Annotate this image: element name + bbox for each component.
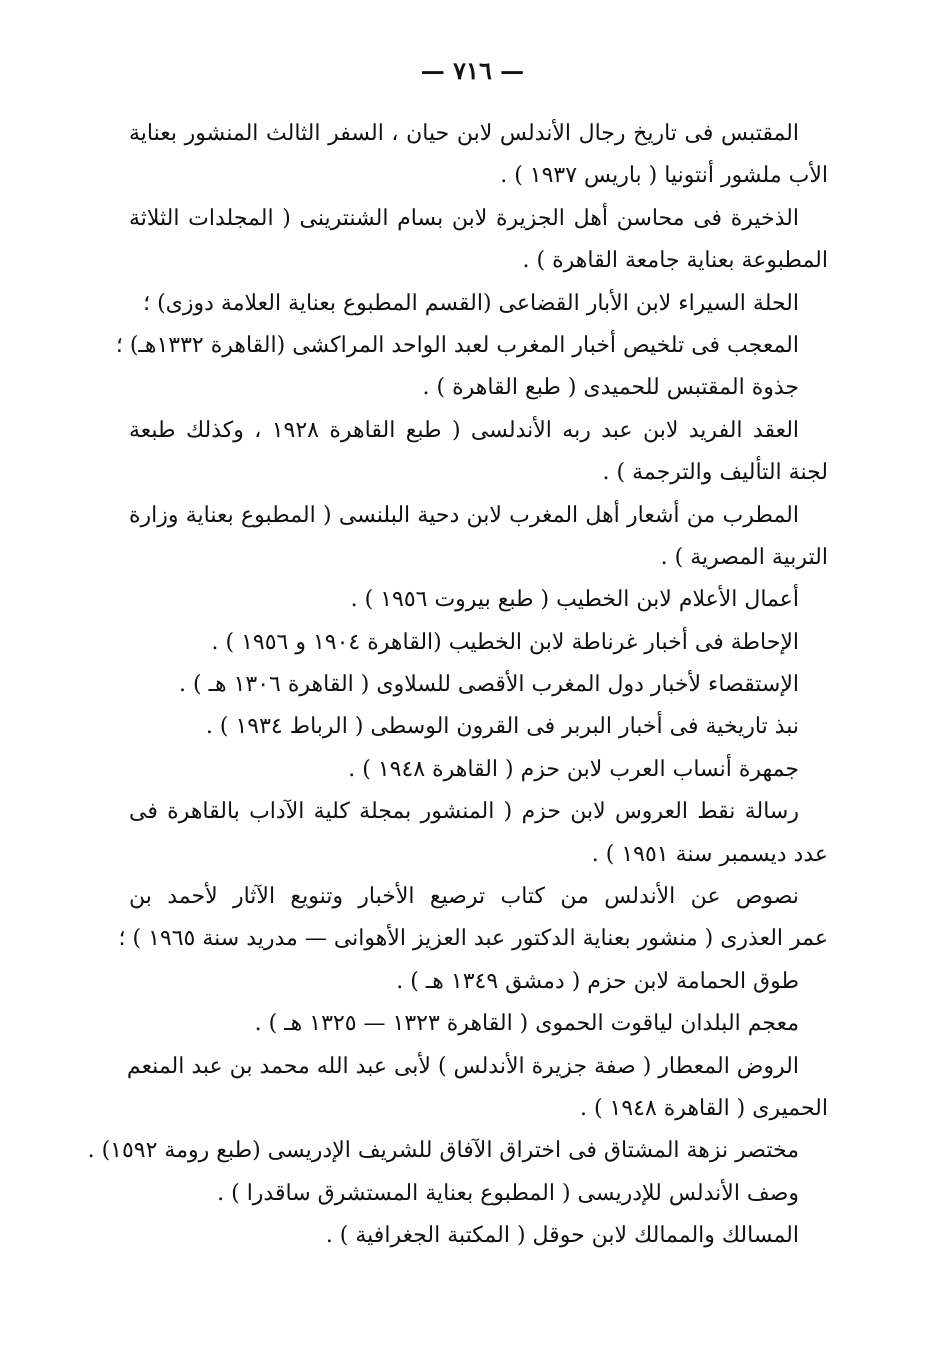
text-line: العقد الفريد لابن عبد ربه الأندلسى ( طبع القاهرة ١٩٢٨ ، وكذلك طبعة [129, 417, 800, 443]
text-line: مختصر نزهة المشتاق فى اختراق الآفاق للشريف الإدريسى (طبع رومة ١٥٩٢) . [87, 1138, 799, 1164]
text-line: نبذ تاريخية فى أخبار البربر فى القرون الوسطى ( الرباط ١٩٣٤ ) . [205, 714, 799, 740]
text-line: عدد ديسمبر سنة ١٩٥١ ) . [591, 841, 828, 867]
text-line: أعمال الأعلام لابن الخطيب ( طبع بيروت ١٩٥٦ ) . [350, 587, 799, 613]
text-line: الروض المعطار ( صفة جزيرة الأندلس ) لأبى عبد الله محمد بن عبد المنعم [126, 1053, 799, 1079]
text-line: الحلة السيراء لابن الأبار القضاعى (القسم المطبوع بعناية العلامة دوزى) ؛ [143, 290, 799, 316]
text-line: التربية المصرية ) . [660, 544, 828, 570]
text-line: المطرب من أشعار أهل المغرب لابن دحية البلنسى ( المطبوع بعناية وزارة [129, 502, 799, 528]
text-line: المعجب فى تلخيص أخبار المغرب لعبد الواحد المراكشى (القاهرة ١٣٣٢هـ) ؛ [115, 332, 799, 358]
text-line: الإستقصاء لأخبار دول المغرب الأقصى للسلاوى ( القاهرة ١٣٠٦ هـ ) . [179, 672, 799, 698]
text-line: نصوص عن الأندلس من كتاب ترصيع الأخبار وتنويع الآثار لأحمد بن [129, 884, 799, 910]
text-line: المقتبس فى تاريخ رجال الأندلس لابن حيان ، السفر الثالث المنشور بعناية [129, 121, 799, 146]
text-line: وصف الأندلس للإدريسى ( المطبوع بعناية المستشرق ساقدرا ) . [217, 1180, 799, 1206]
text-line: عمر العذرى ( منشور بعناية الدكتور عبد العزيز الأهوانى — مدريد سنة ١٩٦٥ ) ؛ [118, 926, 828, 952]
text-line: طوق الحمامة لابن حزم ( دمشق ١٣٤٩ هـ ) . [396, 968, 799, 994]
text-line: معجم البلدان لياقوت الحموى ( القاهرة ١٣٢٣ — ١٣٢٥ هـ ) . [254, 1011, 799, 1037]
text-line: الأب ملشور أنتونيا ( باريس ١٩٣٧ ) . [500, 163, 828, 189]
text-line: المطبوعة بعناية جامعة القاهرة ) . [522, 248, 828, 274]
text-line: المسالك والممالك لابن حوقل ( المكتبة الجغرافية ) . [325, 1223, 799, 1249]
text-line: رسالة نقط العروس لابن حزم ( المنشور بمجلة كلية الآداب بالقاهرة فى [129, 799, 799, 825]
text-line: جمهرة أنساب العرب لابن حزم ( القاهرة ١٩٤٨ ) . [348, 756, 799, 782]
text-line: الذخيرة فى محاسن أهل الجزيرة لابن بسام الشنترينى ( المجلدات الثلاثة [129, 205, 799, 231]
text-line: الحميرى ( القاهرة ١٩٤٨ ) . [579, 1095, 828, 1121]
text-line: لجنة التأليف والترجمة ) . [602, 460, 828, 486]
bibliography-list [87, 113, 828, 1258]
page-number: — ٧١٦ — [420, 56, 525, 85]
text-line: جذوة المقتبس للحميدى ( طبع القاهرة ) . [422, 375, 799, 401]
text-line: الإحاطة فى أخبار غرناطة لابن الخطيب (القاهرة ١٩٠٤ و ١٩٥٦ ) . [211, 629, 799, 655]
